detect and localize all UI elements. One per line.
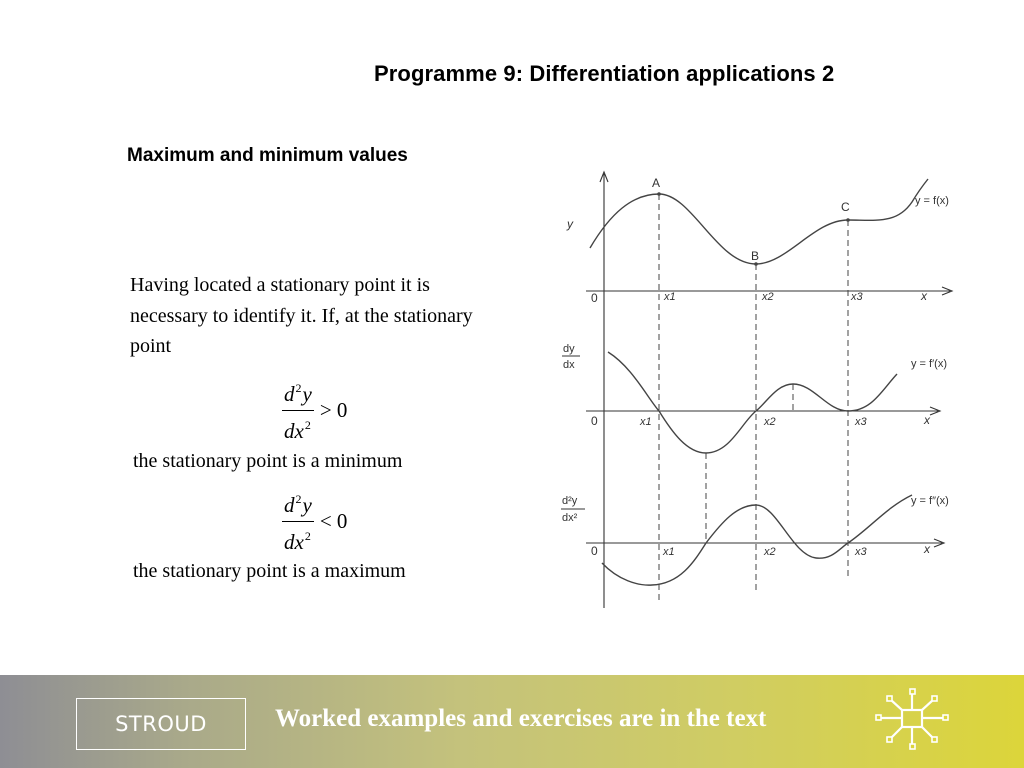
bottom-x-label: x [924, 542, 930, 556]
frac-den-exp: 2 [304, 529, 311, 543]
top-x-label: x [921, 289, 927, 303]
stroud-brand-label: STROUD [115, 712, 207, 736]
middle-x3-tick: x3 [855, 416, 867, 428]
point-a-label: A [652, 176, 661, 190]
middle-y-label-num: dy [563, 343, 575, 355]
minimum-result-text: the stationary point is a minimum [133, 450, 403, 472]
point-c-label: C [841, 200, 850, 214]
top-origin-label: 0 [591, 291, 598, 305]
relation-greater-than-zero: > 0 [319, 397, 348, 422]
frac-den-exp: 2 [304, 418, 311, 432]
fdoubleprime-curve [602, 495, 912, 585]
frac-den: dx [284, 530, 304, 554]
maximum-result-text: the stationary point is a maximum [133, 560, 406, 582]
fprime-curve [608, 352, 897, 453]
point-b-label: B [751, 249, 760, 263]
top-x2-tick: x2 [762, 291, 774, 303]
programme-title: Programme 9: Differentiation applications 2 [374, 61, 835, 86]
middle-origin-label: 0 [591, 414, 598, 428]
footer-tagline: Worked examples and exercises are in the text [275, 705, 767, 732]
bottom-y-label-num: d²y [562, 495, 578, 507]
second-derivative-fraction [282, 487, 314, 555]
footer-bar [0, 675, 1024, 768]
point-a-marker [657, 192, 661, 196]
top-y-label: y [567, 217, 573, 231]
top-x3-tick: x3 [851, 291, 863, 303]
frac-num-var: y [302, 493, 312, 517]
stroud-brand-box [76, 698, 246, 750]
derivatives-figure [552, 162, 972, 612]
bottom-y-label-den: dx² [562, 512, 578, 524]
frac-num-exp: 2 [295, 381, 302, 395]
circuit-node-icon [872, 687, 954, 753]
point-c-marker [846, 218, 850, 222]
relation-less-than-zero: < 0 [319, 508, 348, 533]
frac-den: dx [284, 419, 304, 443]
fprime-curve-label: y = f′(x) [911, 358, 947, 370]
bottom-origin-label: 0 [591, 544, 598, 558]
middle-x1-tick: x1 [640, 416, 652, 428]
bottom-x2-tick: x2 [764, 546, 776, 558]
condition-minimum-equation [282, 376, 347, 444]
frac-num-d: d [284, 493, 295, 517]
top-x1-tick: x1 [664, 291, 676, 303]
bottom-x1-tick: x1 [663, 546, 675, 558]
middle-x2-tick: x2 [764, 416, 776, 428]
intro-paragraph: Having located a stationary point it is necessary to identify it. If, at the stationary point [130, 274, 473, 357]
frac-num-exp: 2 [295, 492, 302, 506]
middle-y-label-den: dx [563, 359, 575, 371]
condition-maximum-equation [282, 487, 347, 555]
second-derivative-fraction [282, 376, 314, 444]
section-heading: Maximum and minimum values [127, 145, 408, 166]
bottom-x3-tick: x3 [855, 546, 867, 558]
frac-num-var: y [302, 382, 312, 406]
frac-num-d: d [284, 382, 295, 406]
middle-x-label: x [924, 413, 930, 427]
f-curve-label: y = f(x) [915, 195, 949, 207]
fdoubleprime-curve-label: y = f″(x) [911, 495, 949, 507]
